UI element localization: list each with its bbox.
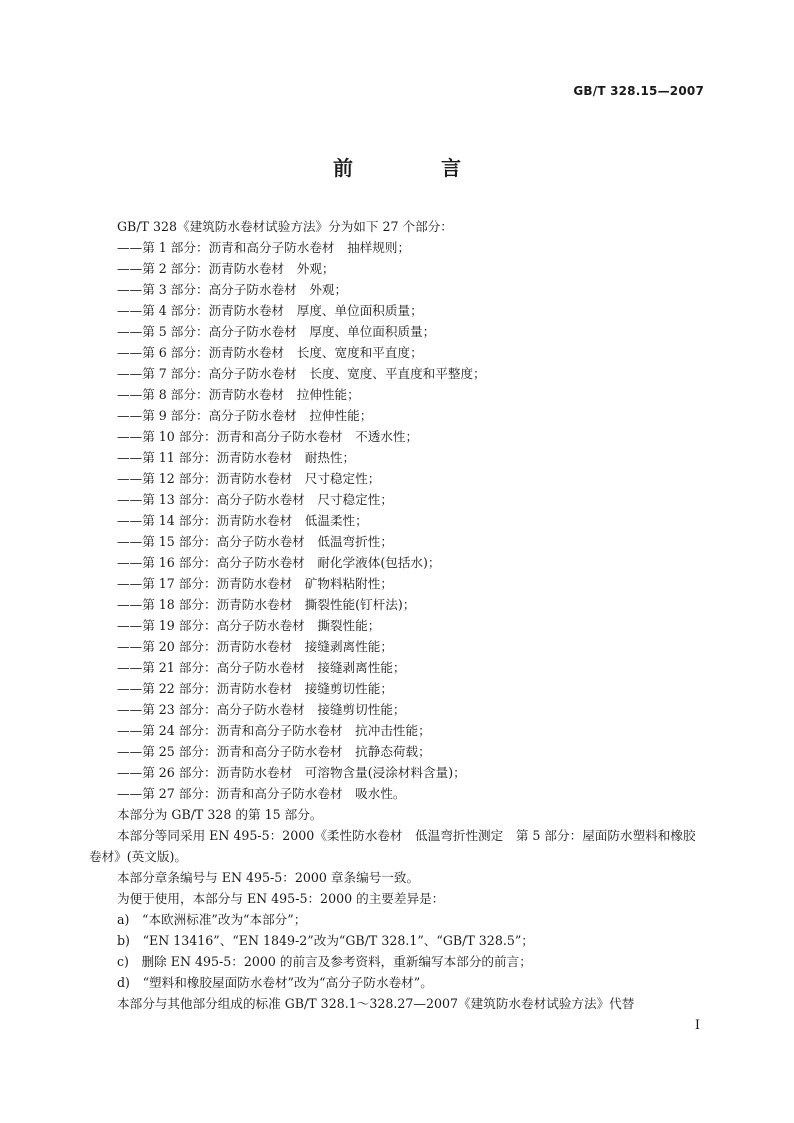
part-list-item: ——第 2 部分：沥青防水卷材 外观；: [117, 261, 335, 276]
part-list-item: ——第 4 部分：沥青防水卷材 厚度、单位面积质量；: [117, 303, 423, 318]
part-list-item: ——第 10 部分：沥青和高分子防水卷材 不透水性；: [117, 429, 419, 444]
part-list-item: ——第 13 部分：高分子防水卷材 尺寸稳定性；: [117, 492, 393, 507]
part-list-item: ——第 16 部分：高分子防水卷材 耐化学液体(包括水)；: [117, 555, 441, 570]
part-list-item: ——第 22 部分：沥青防水卷材 接缝剪切性能；: [117, 681, 393, 696]
part-list-item: ——第 25 部分：沥青和高分子防水卷材 抗静态荷载；: [117, 744, 431, 759]
part-list-item: ——第 14 部分：沥青防水卷材 低温柔性；: [117, 513, 368, 528]
part-list-item: ——第 26 部分：沥青防水卷材 可溶物含量(浸涂材料含量)；: [117, 765, 466, 780]
part-list-item: ——第 12 部分：沥青防水卷材 尺寸稳定性；: [117, 471, 381, 486]
adoption-paragraph: 本部分等同采用 EN 495-5：2000《柔性防水卷材 低温弯折性测定 第 5 部分：屋面防水塑料和橡胶卷材》(英文版)。: [89, 828, 696, 864]
difference-list-item: b) “EN 13416”、“EN 1849-2”改为“GB/T 328.1”、“GB/T 328.5”；: [117, 933, 534, 948]
page-number: I: [694, 1018, 700, 1033]
part-list-item: ——第 23 部分：高分子防水卷材 接缝剪切性能；: [117, 702, 406, 717]
difference-list-item: c) 删除 EN 495-5：2000 的前言及参考资料，重新编写本部分的前言；: [117, 954, 532, 969]
part-list-item: ——第 9 部分：高分子防水卷材 拉伸性能；: [117, 408, 373, 423]
part-list-item: ——第 3 部分：高分子防水卷材 外观；: [117, 282, 348, 297]
part-list-item: ——第 27 部分：沥青和高分子防水卷材 吸水性。: [117, 786, 406, 801]
part-list-item: ——第 5 部分：高分子防水卷材 厚度、单位面积质量；: [117, 324, 436, 339]
page-title: 前 言: [333, 156, 495, 180]
part-list-item: ——第 15 部分：高分子防水卷材 低温弯折性；: [117, 534, 393, 549]
part-list-item: ——第 19 部分：高分子防水卷材 撕裂性能；: [117, 618, 381, 633]
part-list-item: ——第 6 部分：沥青防水卷材 长度、宽度和平直度；: [117, 345, 423, 360]
part-list-item: ——第 17 部分：沥青防水卷材 矿物料粘附性；: [117, 576, 393, 591]
intro-paragraph: GB/T 328《建筑防水卷材试验方法》分为如下 27 个部分：: [117, 219, 453, 234]
differences-intro-paragraph: 为便于使用，本部分与 EN 495-5：2000 的主要差异是：: [117, 891, 445, 906]
part-list-item: ——第 1 部分：沥青和高分子防水卷材 抽样规则；: [117, 240, 411, 255]
part-list-item: ——第 21 部分：高分子防水卷材 接缝剥离性能；: [117, 660, 406, 675]
part-list-item: ——第 20 部分：沥青防水卷材 接缝剥离性能；: [117, 639, 393, 654]
numbering-paragraph: 本部分章条编号与 EN 495-5：2000 章条编号一致。: [117, 870, 420, 885]
part-list-item: ——第 18 部分：沥青防水卷材 撕裂性能(钉杆法)；: [117, 597, 416, 612]
part-list-item: ——第 11 部分：沥青防水卷材 耐热性；: [117, 450, 356, 465]
difference-list-item: a) “本欧洲标准”改为“本部分”；: [117, 912, 307, 927]
difference-list-item: d) “塑料和橡胶屋面防水卷材”改为“高分子防水卷材”。: [117, 975, 433, 990]
part-statement-paragraph: 本部分为 GB/T 328 的第 15 部分。: [117, 807, 323, 822]
part-list-item: ——第 8 部分：沥青防水卷材 拉伸性能；: [117, 387, 360, 402]
standard-code: GB/T 328.15—2007: [573, 84, 704, 98]
foreword-body: [89, 216, 705, 1014]
part-list-item: ——第 7 部分：高分子防水卷材 长度、宽度、平直度和平整度；: [117, 366, 486, 381]
part-list-item: ——第 24 部分：沥青和高分子防水卷材 抗冲击性能；: [117, 723, 431, 738]
replacement-paragraph: 本部分与其他部分组成的标准 GB/T 328.1～328.27—2007《建筑防水卷材试验方法》代替: [117, 996, 635, 1011]
